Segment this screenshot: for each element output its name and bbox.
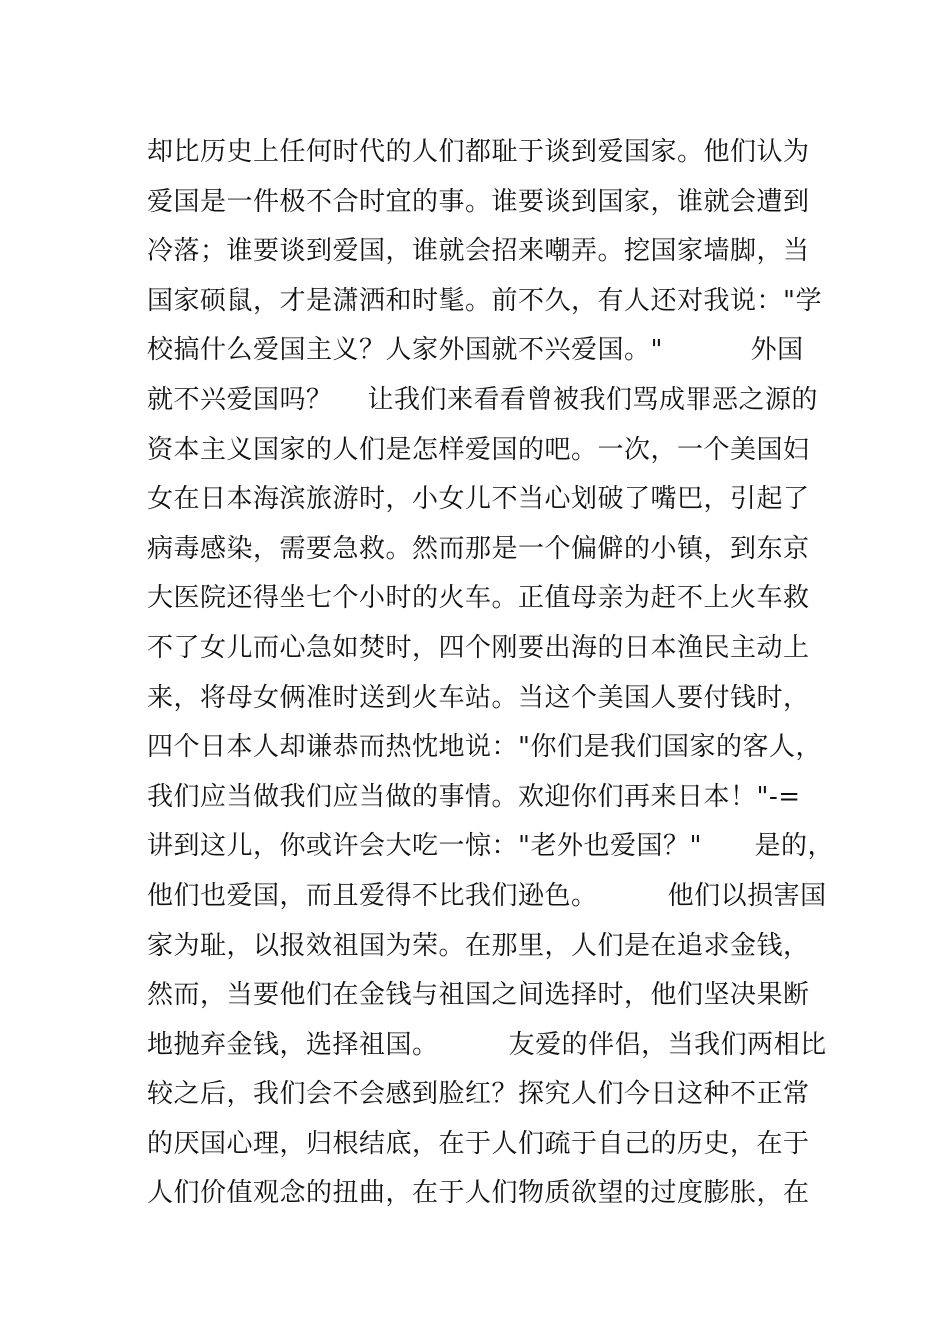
- text-line-8: 女在日本海滨旅游时，小女儿不当心划破了嘴巴，引起了: [147, 484, 810, 515]
- text-line-3: 冷落；谁要谈到爱国，谁就会招来嘲弄。挖国家墙脚，当: [147, 236, 810, 267]
- text-line-11: 不了女儿而心急如焚时，四个刚要出海的日本渔民主动上: [147, 632, 810, 663]
- text-line-13: 四个日本人却谦恭而热忱地说："你们是我们国家的客人，: [147, 732, 822, 763]
- text-line-22: 人们价值观念的扭曲，在于人们物质欲望的过度膨胀，在: [147, 1178, 810, 1209]
- body-text: [147, 128, 837, 1219]
- text-line-15: 讲到这儿，你或许会大吃一惊："老外也爱国？" 是的，: [147, 831, 835, 862]
- text-line-21: 的厌国心理，归根结底，在于人们疏于自己的历史，在于: [147, 1128, 810, 1159]
- text-line-20: 较之后，我们会不会感到脸红？探究人们今日这种不正常: [147, 1079, 810, 1110]
- text-line-5: 校搞什么爱国主义？人家外国就不兴爱国。" 外国: [147, 335, 804, 366]
- text-line-6: 就不兴爱国吗？ 让我们来看看曾被我们骂成罪恶之源的: [147, 384, 819, 415]
- text-line-17: 家为耻，以报效祖国为荣。在那里，人们是在追求金钱，: [147, 930, 810, 961]
- text-line-2: 爱国是一件极不合时宜的事。谁要谈到国家，谁就会遭到: [147, 186, 810, 217]
- text-line-7: 资本主义国家的人们是怎样爱国的吧。一次，一个美国妇: [147, 434, 810, 465]
- text-line-1: 却比历史上任何时代的人们都耻于谈到爱国家。他们认为: [147, 137, 810, 167]
- text-line-4: 国家硕鼠，才是潇洒和时髦。前不久，有人还对我说："学: [147, 285, 822, 316]
- text-line-18: 然而，当要他们在金钱与祖国之间选择时，他们坚决果断: [147, 980, 810, 1011]
- text-line-10: 大医院还得坐七个小时的火车。正值母亲为赶不上火车救: [147, 583, 810, 614]
- text-line-12: 来，将母女俩准时送到火车站。当这个美国人要付钱时，: [147, 682, 810, 713]
- text-line-9: 病毒感染，需要急救。然而那是一个偏僻的小镇，到东京: [147, 533, 810, 564]
- text-line-14: 我们应当做我们应当做的事情。欢迎你们再来日本！"-=: [147, 781, 801, 812]
- text-line-16: 他们也爱国，而且爱得不比我们逊色。 他们以损害国: [147, 880, 827, 911]
- text-line-19: 地抛弃金钱，选择祖国。 友爱的伴侣，当我们两相比: [147, 1029, 827, 1060]
